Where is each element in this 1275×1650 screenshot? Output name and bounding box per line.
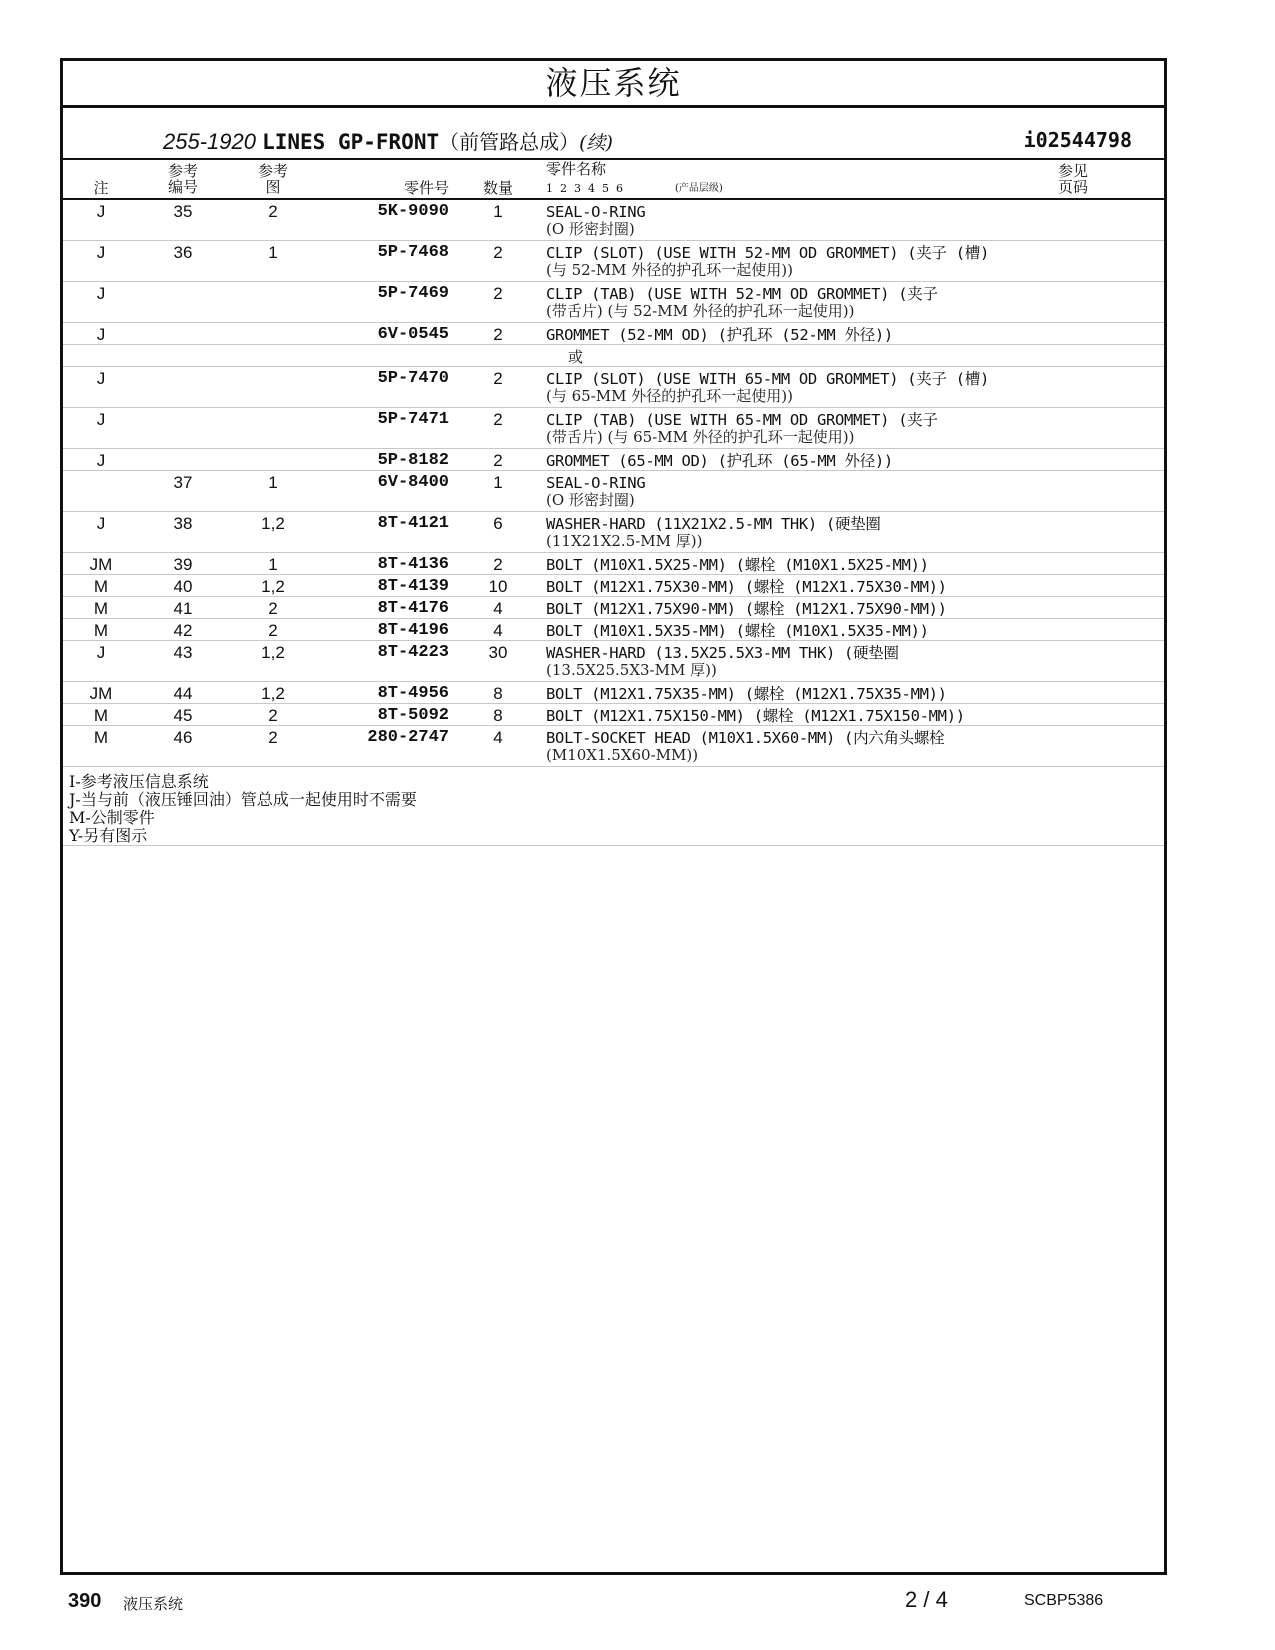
part-number-cell: 280-2747 — [367, 728, 449, 747]
quantity-cell: 30 — [488, 643, 508, 662]
description-cell — [546, 325, 1086, 345]
description-cell — [546, 202, 1086, 239]
figure-cell: 2 — [268, 202, 278, 221]
header-note: 注 — [93, 179, 109, 197]
figure-cell: 2 — [268, 599, 278, 618]
figure-cell: 1,2 — [261, 643, 285, 662]
description-cell — [546, 473, 1086, 510]
table-row — [63, 449, 1164, 471]
table-row — [63, 367, 1164, 408]
figure-cell: 1 — [268, 555, 278, 574]
description-text-cn: (O 形密封圈) — [546, 220, 635, 238]
group-header — [63, 108, 1164, 160]
note-cell: J — [96, 514, 106, 533]
description-text-cn: (与 65-MM 外径的护孔环一起使用)) — [546, 387, 793, 405]
description-cell — [546, 243, 1086, 280]
ref-number-cell: 42 — [173, 621, 193, 640]
part-number-cell: 5P-7470 — [377, 369, 449, 388]
ref-number-cell: 45 — [173, 706, 193, 725]
document-id: SCBP5386 — [1024, 1592, 1104, 1609]
page-footer — [0, 1587, 1275, 1620]
description-text: WASHER-HARD (11X21X2.5-MM THK) (硬垫圈 — [546, 515, 881, 533]
quantity-cell: 2 — [493, 410, 503, 429]
header-fig-2: 图 — [265, 178, 281, 196]
ref-number-cell: 41 — [173, 599, 193, 618]
description-text-cn: (带舌片) (与 65-MM 外径的护孔环一起使用)) — [546, 428, 855, 446]
table-row — [63, 641, 1164, 682]
part-number-cell: 8T-4121 — [377, 514, 449, 533]
description-text: BOLT (M12X1.75X30-MM) (螺栓 (M12X1.75X30-MM)) — [546, 578, 947, 596]
group-number: 255-1920 — [163, 129, 256, 154]
note-cell: J — [96, 243, 106, 262]
table-row — [63, 597, 1164, 619]
note-cell: JM — [89, 684, 113, 703]
description-text: CLIP (TAB) (USE WITH 52-MM OD GROMMET) (夹子 — [546, 285, 938, 303]
description-text-cn: (带舌片) (与 52-MM 外径的护孔环一起使用)) — [546, 302, 855, 320]
part-number-cell: 8T-5092 — [377, 706, 449, 725]
figure-cell: 2 — [268, 728, 278, 747]
quantity-cell: 1 — [493, 473, 503, 492]
table-row — [63, 512, 1164, 553]
note-cell: J — [96, 284, 106, 303]
note-cell: M — [93, 621, 109, 640]
legend-item: M-公制零件 — [69, 808, 155, 827]
header-desc: 零件名称 — [546, 160, 607, 178]
description-cell — [546, 555, 1086, 575]
group-continued: (续) — [579, 132, 613, 154]
part-number-cell: 8T-4196 — [377, 621, 449, 640]
ref-number-cell: 44 — [173, 684, 193, 703]
quantity-cell: 2 — [493, 451, 503, 470]
page-number: 390 — [68, 1590, 102, 1612]
note-cell: J — [96, 643, 106, 662]
description-text: BOLT-SOCKET HEAD (M10X1.5X60-MM) (内六角头螺栓 — [546, 729, 945, 747]
header-levels-note: (产品层级) — [675, 183, 723, 194]
note-cell: M — [93, 706, 109, 725]
description-text: SEAL-O-RING — [546, 474, 646, 492]
table-row — [63, 471, 1164, 512]
description-text: GROMMET (65-MM OD) (护孔环 (65-MM 外径)) — [546, 452, 893, 470]
header-qty: 数量 — [482, 179, 513, 197]
note-cell: J — [96, 325, 106, 344]
description-cell — [546, 599, 1086, 619]
parts-table — [63, 200, 1164, 767]
part-number-cell: 5P-7469 — [377, 284, 449, 303]
table-row — [63, 704, 1164, 726]
description-cell — [546, 621, 1086, 641]
description-text: SEAL-O-RING — [546, 203, 646, 221]
figure-cell: 1,2 — [261, 684, 285, 703]
quantity-cell: 8 — [493, 706, 503, 725]
quantity-cell: 6 — [493, 514, 503, 533]
quantity-cell: 4 — [493, 599, 503, 618]
description-text: GROMMET (52-MM OD) (护孔环 (52-MM 外径)) — [546, 326, 893, 344]
description-text: BOLT (M12X1.75X35-MM) (螺栓 (M12X1.75X35-MM)) — [546, 685, 947, 703]
note-cell: JM — [89, 555, 113, 574]
figure-cell: 1,2 — [261, 514, 285, 533]
figure-cell: 2 — [268, 621, 278, 640]
description-text: BOLT (M10X1.5X25-MM) (螺栓 (M10X1.5X25-MM)) — [546, 556, 929, 574]
header-ref-2: 编号 — [167, 178, 198, 196]
figure-cell: 1 — [268, 473, 278, 492]
quantity-cell: 2 — [493, 369, 503, 388]
table-row — [63, 553, 1164, 575]
header-see-page-2: 页码 — [1057, 178, 1088, 196]
ref-number-cell: 46 — [173, 728, 193, 747]
quantity-cell: 2 — [493, 325, 503, 344]
header-levels: 1 2 3 4 5 6 — [546, 182, 623, 195]
table-row — [63, 345, 1164, 367]
part-number-cell: 5P-7468 — [377, 243, 449, 262]
legend-item: Y-另有图示 — [69, 826, 148, 845]
quantity-cell: 4 — [493, 728, 503, 747]
note-cell: J — [96, 202, 106, 221]
group-id: i02544798 — [1023, 128, 1132, 152]
note-cell: M — [93, 728, 109, 747]
description-cell — [546, 706, 1086, 726]
figure-cell: 2 — [268, 706, 278, 725]
part-number-cell: 6V-8400 — [377, 473, 449, 492]
description-text: WASHER-HARD (13.5X25.5X3-MM THK) (硬垫圈 — [546, 644, 899, 662]
quantity-cell: 2 — [493, 284, 503, 303]
description-cell — [546, 369, 1086, 406]
ref-number-cell: 38 — [173, 514, 193, 533]
part-number-cell: 8T-4136 — [377, 555, 449, 574]
figure-cell: 1,2 — [261, 577, 285, 596]
section-title: 液压系统 — [63, 61, 1164, 108]
alternative-marker: 或 — [568, 348, 584, 366]
ref-number-cell: 39 — [173, 555, 193, 574]
table-row — [63, 241, 1164, 282]
ref-number-cell: 40 — [173, 577, 193, 596]
description-text: BOLT (M12X1.75X150-MM) (螺栓 (M12X1.75X150-MM)) — [546, 707, 965, 725]
header-fig-1: 参考 — [257, 162, 288, 180]
part-number-cell: 8T-4956 — [377, 684, 449, 703]
part-number-cell: 5P-7471 — [377, 410, 449, 429]
group-name-cn: （前管路总成） — [439, 130, 580, 154]
header-ref-1: 参考 — [167, 162, 198, 180]
quantity-cell: 1 — [493, 202, 503, 221]
table-row — [63, 323, 1164, 345]
description-cell — [546, 728, 1086, 765]
quantity-cell: 2 — [493, 243, 503, 262]
ref-number-cell: 35 — [173, 202, 193, 221]
table-row — [63, 200, 1164, 241]
part-number-cell: 8T-4139 — [377, 577, 449, 596]
table-row — [63, 619, 1164, 641]
description-cell — [546, 684, 1086, 704]
part-number-cell: 8T-4176 — [377, 599, 449, 618]
table-row — [63, 282, 1164, 323]
legend — [63, 767, 1164, 846]
description-text-cn: (O 形密封圈) — [546, 491, 635, 509]
note-cell: J — [96, 369, 106, 388]
legend-item: J-当与前（液压锤回油）管总成一起使用时不需要 — [69, 790, 417, 809]
quantity-cell: 10 — [488, 577, 508, 596]
header-see-page-1: 参见 — [1057, 162, 1088, 180]
ref-number-cell: 43 — [173, 643, 193, 662]
table-row — [63, 682, 1164, 704]
ref-number-cell: 37 — [173, 473, 193, 492]
legend-item: I-参考液压信息系统 — [69, 772, 209, 791]
table-row — [63, 726, 1164, 767]
footer-section: 液压系统 — [123, 1595, 184, 1613]
page-frame — [60, 58, 1167, 1575]
group-name: LINES GP-FRONT — [262, 130, 440, 154]
ref-number-cell: 36 — [173, 243, 193, 262]
note-cell: M — [93, 599, 109, 618]
description-cell — [546, 284, 1086, 321]
description-cell — [546, 347, 1086, 367]
description-text: BOLT (M10X1.5X35-MM) (螺栓 (M10X1.5X35-MM)) — [546, 622, 929, 640]
description-text: CLIP (TAB) (USE WITH 65-MM OD GROMMET) (夹子 — [546, 411, 938, 429]
description-cell — [546, 451, 1086, 471]
quantity-cell: 4 — [493, 621, 503, 640]
note-cell: J — [96, 451, 106, 470]
description-cell — [546, 514, 1086, 551]
figure-cell: 1 — [268, 243, 278, 262]
description-cell — [546, 643, 1086, 680]
part-number-cell: 8T-4223 — [377, 643, 449, 662]
part-number-cell: 5P-8182 — [377, 451, 449, 470]
description-text: CLIP (SLOT) (USE WITH 52-MM OD GROMMET) (夹子 (槽) — [546, 244, 989, 262]
table-row — [63, 575, 1164, 597]
page-fraction: 2 / 4 — [905, 1587, 948, 1612]
note-cell: J — [96, 410, 106, 429]
quantity-cell: 2 — [493, 555, 503, 574]
description-text: CLIP (SLOT) (USE WITH 65-MM OD GROMMET) (夹子 (槽) — [546, 370, 989, 388]
description-text-cn: (13.5X25.5X3-MM 厚)) — [546, 661, 717, 679]
description-text-cn: (M10X1.5X60-MM)) — [546, 746, 699, 764]
column-header — [63, 160, 1164, 200]
quantity-cell: 8 — [493, 684, 503, 703]
description-text-cn: (与 52-MM 外径的护孔环一起使用)) — [546, 261, 793, 279]
part-number-cell: 6V-0545 — [377, 325, 449, 344]
group-title — [163, 126, 613, 155]
header-part: 零件号 — [403, 179, 449, 197]
note-cell: M — [93, 577, 109, 596]
description-cell — [546, 577, 1086, 597]
part-number-cell: 5K-9090 — [377, 202, 449, 221]
description-cell — [546, 410, 1086, 447]
description-text-cn: (11X21X2.5-MM 厚)) — [546, 532, 703, 550]
table-row — [63, 408, 1164, 449]
description-text: BOLT (M12X1.75X90-MM) (螺栓 (M12X1.75X90-MM)) — [546, 600, 947, 618]
